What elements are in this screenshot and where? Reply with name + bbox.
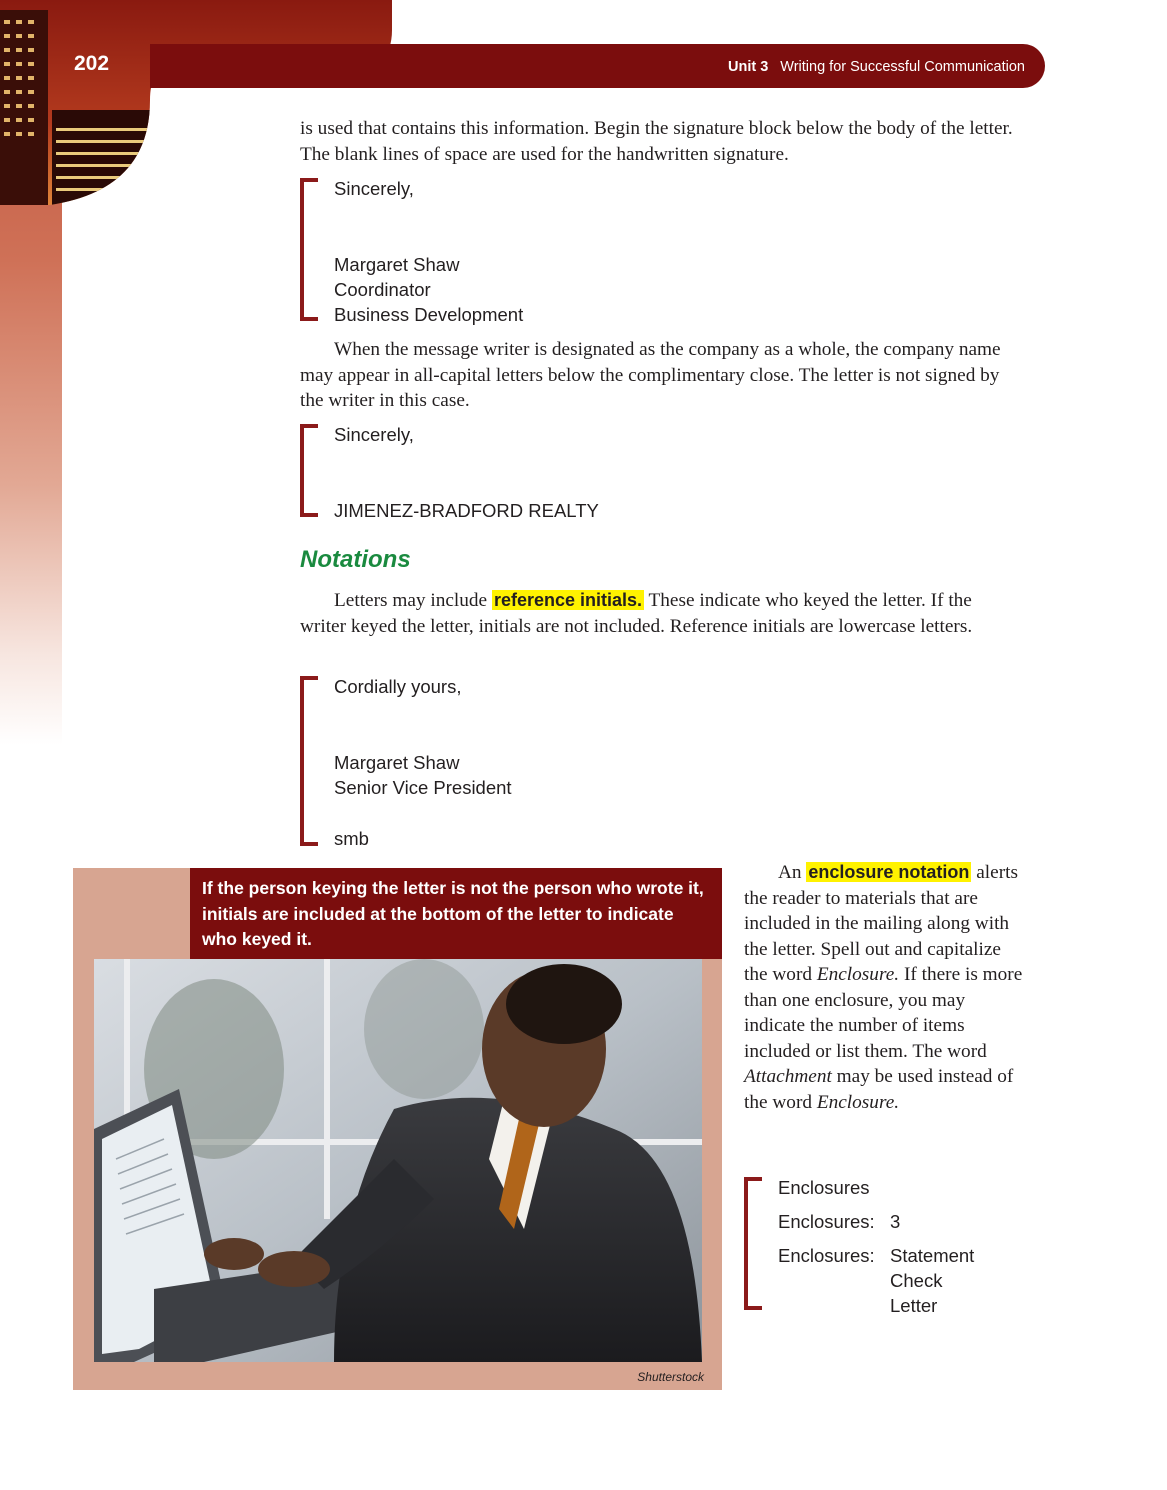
text-run: An: [778, 862, 807, 883]
text-run: Letters may include: [334, 590, 492, 611]
italic-term: Enclosure.: [816, 1091, 900, 1113]
sample-line: Cordially yours,: [334, 676, 462, 697]
sample-line: Margaret Shaw: [334, 254, 460, 275]
photo-man-typing-on-laptop: [94, 959, 702, 1362]
sample-bracket: [744, 1177, 763, 1310]
sample-line: JIMENEZ-BRADFORD REALTY: [334, 500, 599, 521]
sample-line: Statement: [890, 1245, 975, 1266]
section-heading-notations: Notations: [300, 546, 411, 573]
sample-line: Enclosures:: [778, 1211, 875, 1232]
italic-term: Enclosure.: [816, 964, 900, 985]
sample-line: Sincerely,: [334, 178, 414, 199]
text-run: If there is more than one enclosure, you may indicate the number of items included or list them. The word: [744, 964, 1023, 1062]
italic-term: Attachment: [744, 1066, 832, 1087]
running-head: [728, 59, 1025, 75]
sample-line: Enclosures:: [778, 1245, 875, 1266]
key-term-enclosure-notation: enclosure notation: [808, 862, 970, 882]
sample-line: Senior Vice President: [334, 777, 512, 798]
text-run: may be used instead of the word: [744, 1066, 1014, 1113]
sample-bracket: [300, 676, 319, 846]
sample-line: Coordinator: [334, 279, 431, 300]
sample-line: Enclosures: [778, 1177, 870, 1198]
sample-bracket: [300, 424, 319, 517]
sample-line: Business Development: [334, 304, 524, 325]
sample-line: Letter: [890, 1295, 938, 1316]
sample-line: smb: [334, 828, 369, 849]
header-city-photo: [0, 0, 392, 205]
unit-title: Writing for Successful Communication: [780, 59, 1025, 75]
figure-caption: If the person keying the letter is not the person who wrote it, initials are included at the bottom of the letter to indicate who keyed it.: [190, 868, 722, 959]
sample-bracket: [300, 178, 319, 321]
key-term-reference-initials: reference initials.: [493, 590, 643, 610]
intro-paragraph: is used that contains this information. Begin the signature block below the body of the letter. The blank lines of space are used for the handwritten signature.: [300, 118, 1013, 165]
sample-line: Check: [890, 1270, 943, 1291]
text-run: alerts the reader to materials that are included in the mailing along with the letter. Spell out and capitalize the word: [744, 862, 1018, 985]
sample-line: 3: [890, 1211, 901, 1232]
company-paragraph: When the message writer is designated as the company as a whole, the company name may appear in all-capital letters below the complimentary close. The letter is not signed by the writer in this case.: [300, 339, 1001, 411]
notations-paragraph: [300, 588, 1020, 639]
text-run: These indicate who keyed the letter. If the writer keyed the letter, initials are not included. Reference initials are lowercase letters.: [300, 590, 973, 637]
unit-label: Unit 3: [728, 59, 769, 75]
page-number: 202: [74, 52, 110, 75]
figure: [73, 868, 722, 1390]
photo-credit: Shutterstock: [637, 1370, 704, 1384]
sample-line: Sincerely,: [334, 424, 414, 445]
sample-line: Margaret Shaw: [334, 752, 460, 773]
enclosure-paragraph: [744, 860, 1024, 1115]
